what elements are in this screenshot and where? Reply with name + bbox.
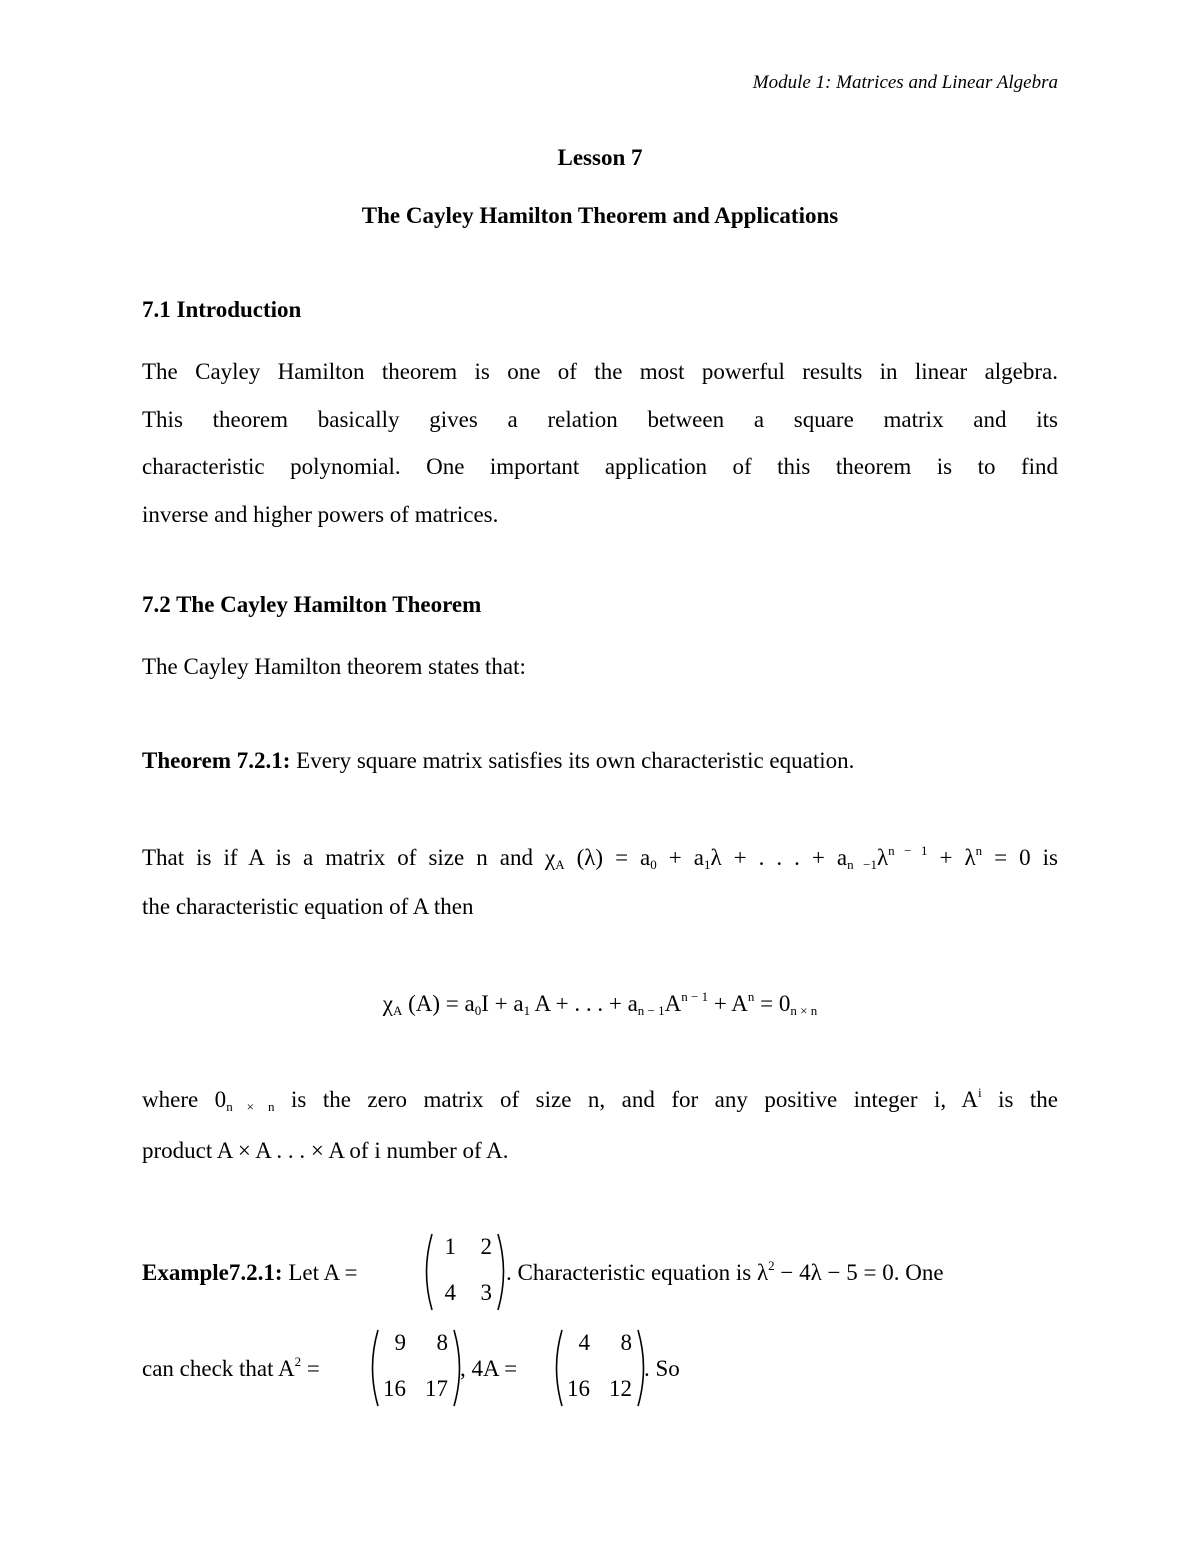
matrix-cell: 16: [383, 1376, 406, 1401]
introduction-paragraph: [142, 348, 1058, 538]
left-paren: [420, 1232, 434, 1312]
matrix-cell: 8: [436, 1330, 448, 1355]
matrix-4A: [550, 1328, 652, 1408]
matrix-cell: 17: [425, 1376, 448, 1401]
lesson-number: Lesson 7: [557, 145, 643, 170]
section-heading-cayley-hamilton: 7.2 The Cayley Hamilton Theorem: [142, 592, 482, 617]
left-paren: [550, 1328, 564, 1408]
matrix-cell: 9: [394, 1330, 406, 1355]
paragraph-line: inverse and higher powers of matrices.: [142, 501, 499, 527]
zero-matrix-line-2: product A × A . . . × A of i number of A.: [142, 1138, 509, 1163]
characteristic-equation-line-2: the characteristic equation of A then: [142, 894, 474, 919]
theorem-intro: The Cayley Hamilton theorem states that:: [142, 654, 526, 679]
zero-matrix-line: where $0_{n \times n}$ is the zero matrix of size n, and for any positive integer i, $A^i$ is the: [142, 1085, 1058, 1114]
example-label: Example7.2.1:: [142, 1260, 283, 1285]
theorem-text: Every square matrix satisfies its own characteristic equation.: [290, 748, 855, 773]
matrix-cell: 8: [620, 1330, 632, 1355]
paragraph-line: This theorem basically gives a relation between a square matrix and its: [142, 406, 1058, 432]
matrix-A: [420, 1232, 514, 1312]
matrix-cell: 2: [480, 1234, 492, 1259]
matrix-cell: 4: [578, 1330, 590, 1355]
page-header: Module 1: Matrices and Linear Algebra: [752, 72, 1058, 93]
matrix-cell: 4: [444, 1280, 456, 1305]
matrix-cell: 1: [444, 1234, 456, 1259]
cayley-hamilton-equation: $\chi_A$ $(A) = a_0I + a_1$ A + . . . + $a_{n - 1}A^{n - 1} + A^n = 0_{n \times n}$: [382, 989, 818, 1018]
matrix-cell: 16: [567, 1376, 590, 1401]
paragraph-line: The Cayley Hamilton theorem is one of the most powerful results in linear algebra.: [142, 359, 1058, 384]
lesson-title: The Cayley Hamilton Theorem and Applications: [361, 203, 839, 228]
matrix-cell: 12: [609, 1376, 632, 1401]
theorem-label: Theorem 7.2.1:: [142, 748, 291, 773]
theorem-statement: [142, 748, 854, 774]
left-paren: [366, 1328, 380, 1408]
section-heading-introduction: 7.1 Introduction: [142, 297, 302, 322]
matrix-cell: 3: [480, 1280, 492, 1305]
matrix-A-squared: [366, 1328, 468, 1408]
paragraph-line: characteristic polynomial. One important application of this theorem is to find: [142, 454, 1058, 479]
characteristic-equation-line: That is if A is a matrix of size n and $\chi_A$ $(\lambda) = a_0 + a_1\lambda$ + . . . + $a_{n -1}\lambda^{n - 1} + \lambda^n = 0$ is: [142, 843, 1059, 872]
